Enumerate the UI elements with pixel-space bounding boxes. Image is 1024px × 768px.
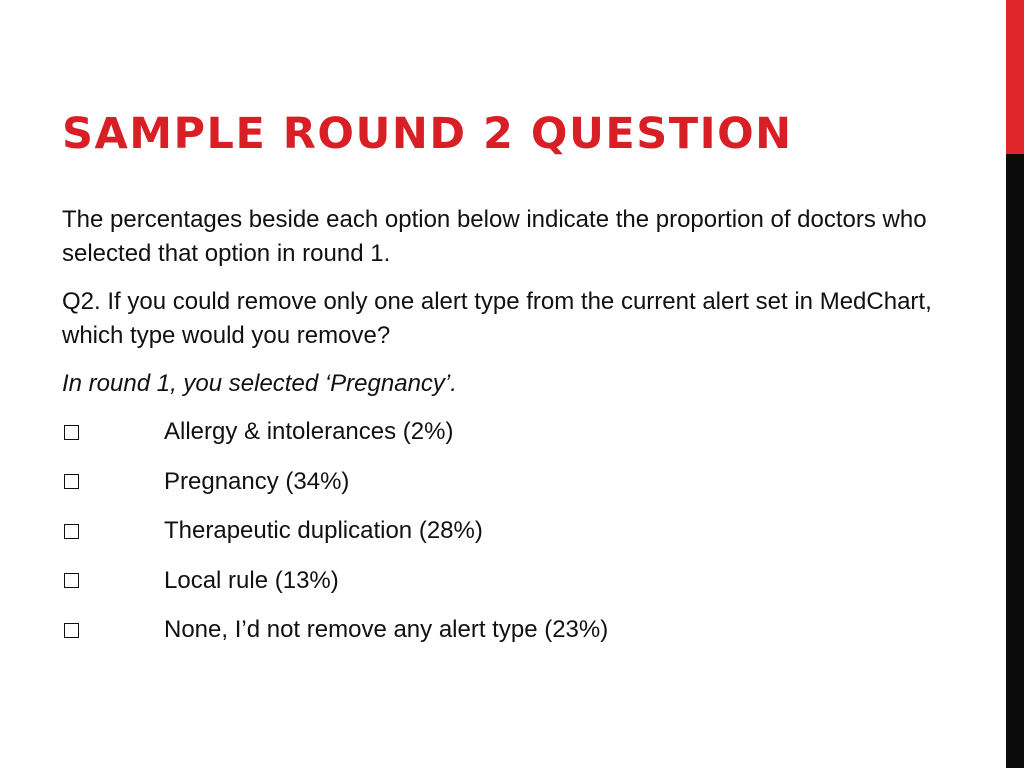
checkbox-icon[interactable]	[62, 623, 164, 638]
option-label: None, I’d not remove any alert type (23%)	[164, 616, 609, 643]
side-accent-bar	[1006, 0, 1024, 768]
side-accent-bar-red	[1006, 0, 1024, 154]
previous-selection-text: In round 1, you selected ‘Pregnancy’.	[62, 370, 457, 397]
checkbox-icon[interactable]	[62, 573, 164, 588]
side-accent-bar-black	[1006, 154, 1024, 768]
option-therapeutic-duplication[interactable]	[62, 514, 942, 548]
slide-body	[62, 203, 942, 663]
option-label: Local rule (13%)	[164, 566, 339, 594]
question-text: Q2. If you could remove only one alert type from the current alert set in MedChart, which type would you remove?	[62, 288, 932, 349]
checkbox-icon[interactable]	[62, 425, 164, 440]
option-label: Pregnancy (34%)	[164, 467, 350, 495]
option-allergy[interactable]	[62, 415, 942, 449]
option-none[interactable]	[62, 613, 942, 647]
option-local-rule[interactable]	[62, 564, 942, 598]
checkbox-icon[interactable]	[62, 474, 164, 489]
slide-title: SAMPLE ROUND 2 QUESTION	[62, 109, 793, 159]
checkbox-icon[interactable]	[62, 524, 164, 539]
option-label: Therapeutic duplication (28%)	[164, 517, 483, 544]
intro-text: The percentages beside each option below indicate the proportion of doctors who selected that option in round 1.	[62, 206, 927, 267]
option-label: Allergy & intolerances (2%)	[164, 418, 454, 445]
option-pregnancy[interactable]	[62, 465, 942, 499]
